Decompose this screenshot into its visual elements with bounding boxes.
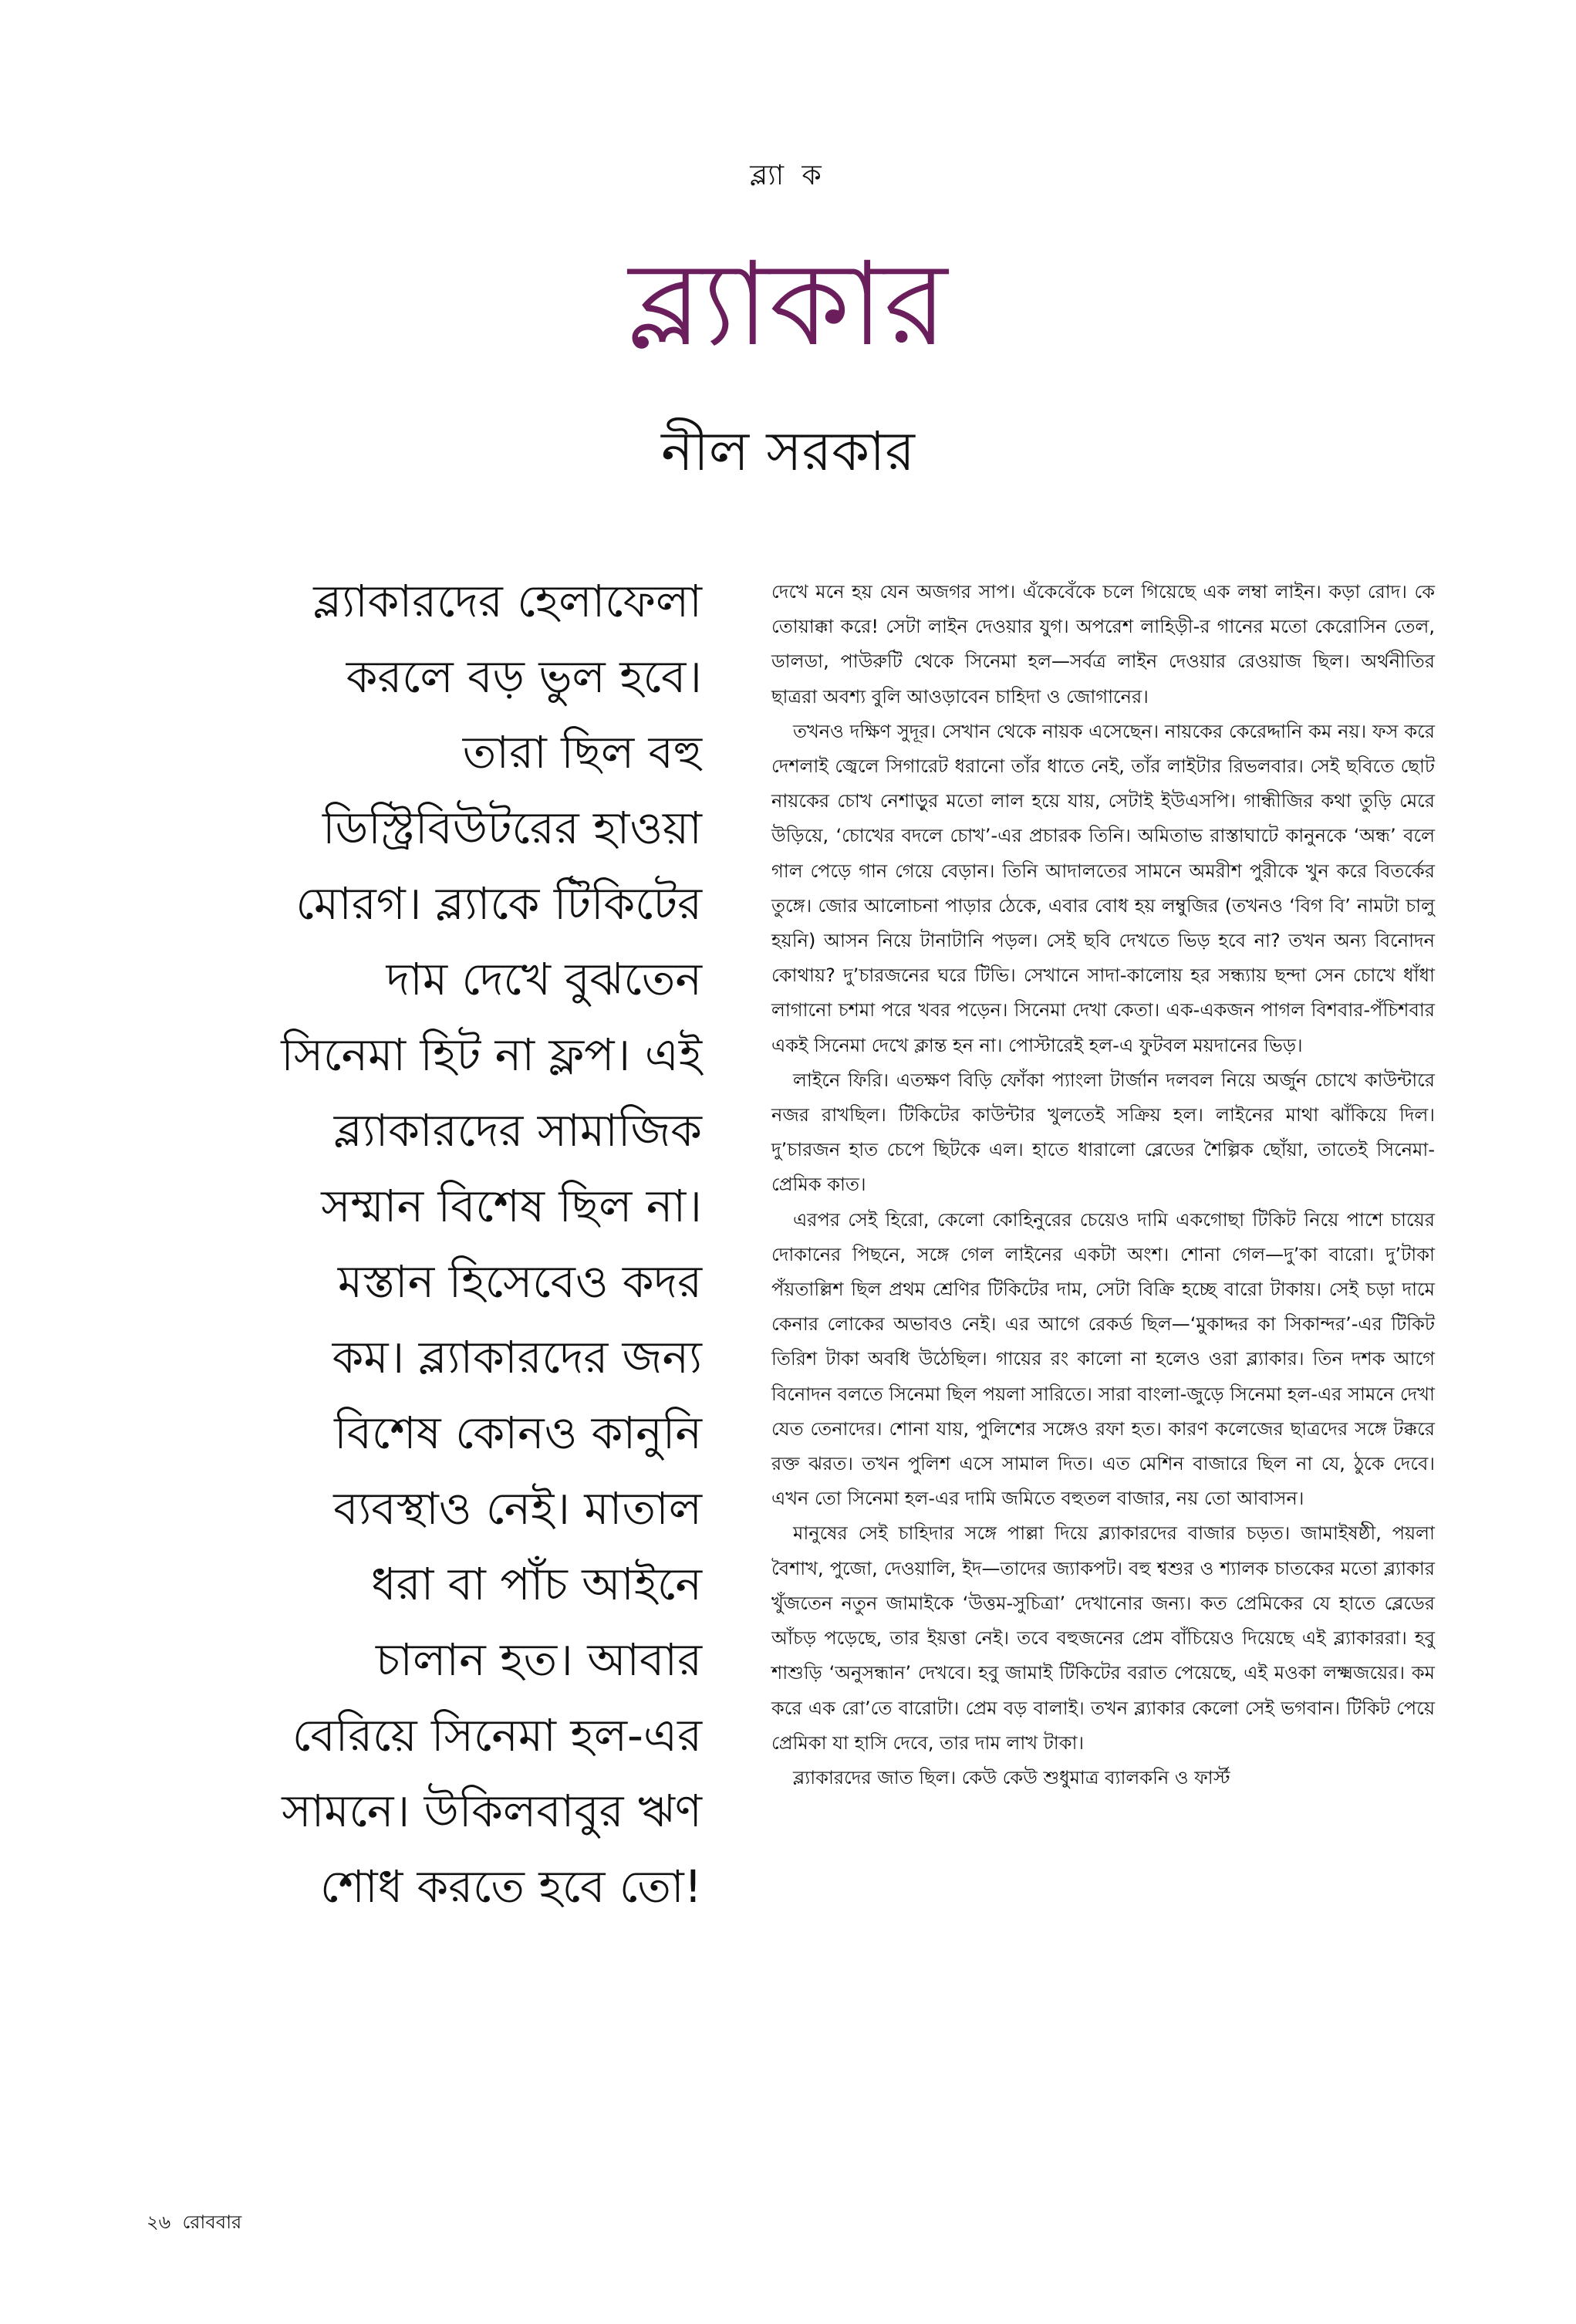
pull-quote-line: শোধ করতে হবে তো! [320,1860,702,1913]
pull-quote-line: ব্ল্যাকারদের সামাজিক [333,1104,702,1157]
author-byline: নীল সরকার [661,420,915,483]
pull-quote-line: মোরগ। ব্ল্যাকে টিকিটের [295,877,702,930]
pull-quote-line: ধরা বা পাঁচ আইনে [371,1558,702,1610]
page-number: ২৬ [147,2211,171,2233]
pull-quote-line: দাম দেখে বুঝতেন [386,953,702,1005]
pull-quote-line: বেরিয়ে সিনেমা হল-এর [292,1709,702,1762]
article-paragraph: এরপর সেই হিরো, কেলো কোহিনুরের চেয়েও দামি একগোছা টিকিট নিয়ে পাশে চায়ের দোকানের পিছনে, সঙ্গে গেল লাইনের একটা অংশ। শোনা গেল—দু’কা বারো। দু’টাকা পঁয়তাল্লিশ ছিল প্রথম শ্রেণির টিকিটের দাম, সেটা বিক্রি হচ্ছে বারো টাকায়। সেই চড়া দামে কেনার লোকের অভাবও নেই। এর আগে রেকর্ড ছিল—‘মুকাদ্দর কা সিকান্দর’-এর টিকিট তিরিশ টাকা অবধি উঠেছিল। গায়ের রং কালো না হলেও ওরা ব্ল্যাকার। তিন দশক আগে বিনোদন বলতে সিনেমা ছিল পয়লা সারিতে। সারা বাংলা-জুড়ে সিনেমা হল-এর সামনে দেখা যেত তেনাদের। শোনা যায়, পুলিশের সঙ্গেও রফা হত। কারণ কলেজের ছাত্রদের সঙ্গে টক্করে রক্ত ঝরত। তখন পুলিশ এসে সামাল দিত। এত মেশিন বাজারে ছিল না যে, ঠুকে দেবে। এখন তো সিনেমা হল-এর দামি জমিতে বহুতল বাজার, নয় তো আবাসন। [771,1208,1435,1510]
pull-quote-line: করলে বড় ভুল হবে। [346,650,702,703]
article-paragraph: ব্ল্যাকারদের জাত ছিল। কেউ কেউ শুধুমাত্র ব্যালকনি ও ফার্স্ট [793,1766,1230,1789]
pull-quote-line: তারা ছিল বহু [462,726,702,779]
article-title: ব্ল্যাকার [628,238,948,372]
pull-quote-line: মস্তান হিসেবেও কদর [337,1255,702,1308]
article-body [771,575,1435,1795]
pull-quote-line: সিনেমা হিট না ফ্লপ। এই [281,1029,702,1081]
article-paragraph: তখনও দক্ষিণ সুদূর। সেখান থেকে নায়ক এসেছেন। নায়কের কেরেদ্দানি কম নয়। ফস করে দেশলাই জ্বেলে সিগারেট ধরানো তাঁর ধাতে নেই, তাঁর লাইটার রিভলবার। সেই ছবিতে ছোট নায়কের চোখ নেশাড়ুর মতো লাল হয়ে যায়, সেটাই ইউএসপি। গান্ধীজির কথা তুড়ি মেরে উড়িয়ে, ‘চোখের বদলে চোখ’-এর প্রচারক তিনি। অমিতাভ রাস্তাঘাটে কানুনকে ‘অন্ধ’ বলে গাল পেড়ে গান গেয়ে বেড়ান। তিনি আদালতের সামনে অমরীশ পুরীকে খুন করে বিতর্কের তুঙ্গে। জোর আলোচনা পাড়ার ঠেকে, এবার বোধ হয় লম্বুজির (তখনও ‘বিগ বি’ নামটা চালু হয়নি) আসন নিয়ে টানাটানি পড়ল। সেই ছবি দেখতে ভিড় হবে না? তখন অন্য বিনোদন কোথায়? দু’চারজনের ঘরে টিভি। সেখানে সাদা-কালোয় হর সন্ধ্যায় ছন্দা সেন চোখে ধাঁধা লাগানো চশমা পরে খবর পড়েন। সিনেমা দেখা কেতা। এক-একজন পাগল বিশবার-পঁচিশবার একই সিনেমা দেখে ক্লান্ত হন না। পোস্টারেই হল-এ ফুটবল ময়দানের ভিড়। [771,720,1435,1056]
pull-quote-line: বিশেষ কোনও কানুনি [334,1407,702,1459]
section-kicker: ব্ল্যা ক [750,160,826,191]
pull-quote [147,563,702,1924]
article-paragraph: মানুষের সেই চাহিদার সঙ্গে পাল্লা দিয়ে ব্ল্যাকারদের বাজার চড়ত। জামাইষষ্ঠী, পয়লা বৈশাখ, পুজো, দেওয়ালি, ইদ—তাদের জ্যাকপট। বহু শ্বশুর ও শ্যালক চাতকের মতো ব্ল্যাকার খুঁজতেন নতুন জামাইকে ‘উত্তম-সুচিত্রা’ দেখানোর জন্য। কত প্রেমিকের যে হাতে ব্লেডের আঁচড় পড়েছে, তার ইয়ত্তা নেই। তবে বহুজনের প্রেম বাঁচিয়েও দিয়েছে এই ব্ল্যাকাররা। হবু শাশুড়ি ‘অনুসন্ধান’ দেখবে। হবু জামাই টিকিটের বরাত পেয়েছে, এই মওকা লক্ষ্মজয়ের। কম করে এক রো’তে বারোটা। প্রেম বড় বালাই। তখন ব্ল্যাকার কেলো সেই ভগবান। টিকিট পেয়ে প্রেমিকা যা হাসি দেবে, তার দাম লাখ টাকা। [771,1522,1435,1754]
article-paragraph: লাইনে ফিরি। এতক্ষণ বিড়ি ফোঁকা প্যাংলা টার্জান দলবল নিয়ে অর্জুন চোখে কাউন্টারে নজর রাখছিল। টিকিটের কাউন্টার খুলতেই সক্রিয় হল। লাইনের মাথা ঝাঁকিয়ে দিল। দু’চারজন হাত চেপে ছিটকে এল। হাতে ধারালো ব্লেডের শৈল্পিক ছোঁয়া, তাতেই সিনেমা-প্রেমিক কাত। [771,1069,1435,1196]
magazine-name: রোববার [182,2211,242,2233]
pull-quote-line: ব্যবস্থাও নেই। মাতাল [333,1482,702,1535]
article-paragraph: দেখে মনে হয় যেন অজগর সাপ। এঁকেবেঁকে চলে গিয়েছে এক লম্বা লাইন। কড়া রোদ। কে তোয়াক্কা করে! সেটা লাইন দেওয়ার যুগ। অপরেশ লাহিড়ী-র গানের মতো কেরোসিন তেল, ডালডা, পাউরুটি থেকে সিনেমা হল—সর্বত্র লাইন দেওয়ার রেওয়াজ ছিল। অর্থনীতির ছাত্ররা অবশ্য বুলি আওড়াবেন চাহিদা ও জোগানের। [771,581,1435,708]
page-footer [147,2208,241,2239]
pull-quote-line: ডিস্ট্রিবিউটরের হাওয়া [322,802,702,854]
pull-quote-line: চালান হত। আবার [375,1633,702,1686]
pull-quote-line: কম। ব্ল্যাকারদের জন্য [332,1331,702,1383]
pull-quote-line: সম্মান বিশেষ ছিল না। [321,1180,702,1232]
pull-quote-line: ব্ল্যাকারদের হেলাফেলা [313,575,702,627]
pull-quote-line: সামনে। উকিলবাবুর ঋণ [282,1785,702,1837]
